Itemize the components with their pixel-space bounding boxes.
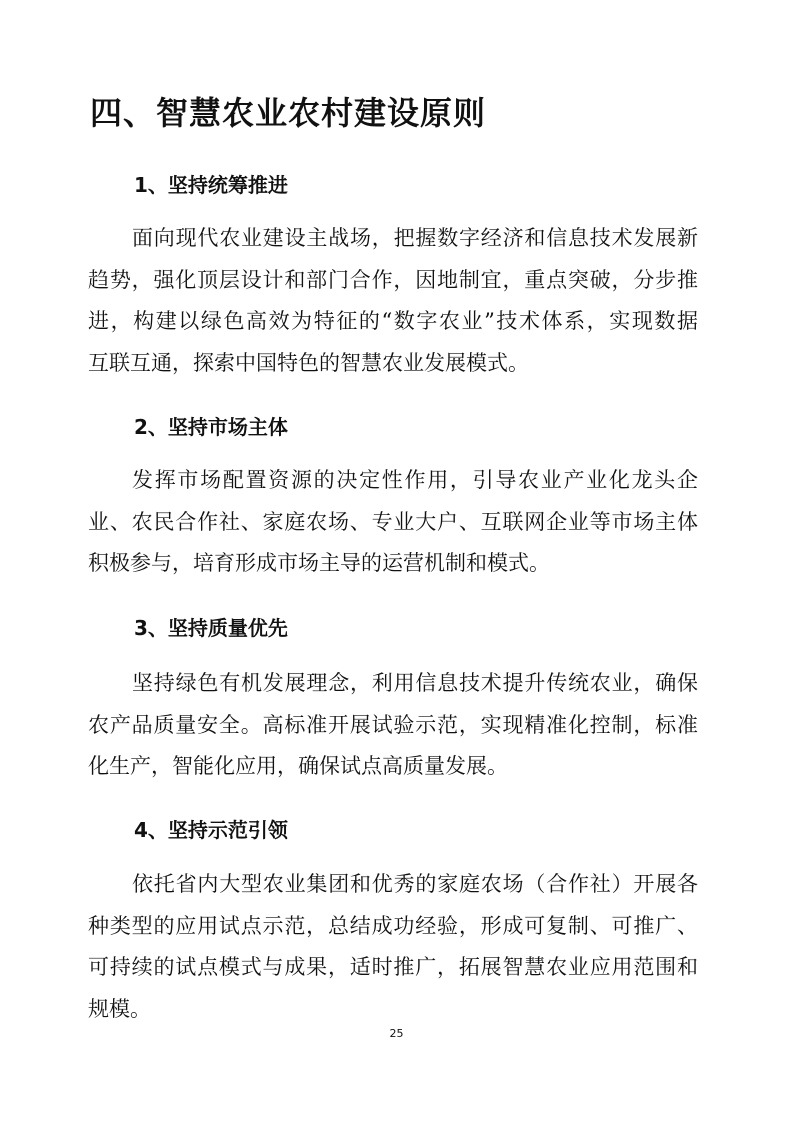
paragraph-line: 可持续的试点模式与成果，适时推广，拓展智慧农业应用范围和 xyxy=(88,955,698,979)
section-paragraph-1 xyxy=(88,218,698,384)
paragraph-line: 发挥市场配置资源的决定性作用，引导农业产业化龙头企 xyxy=(132,468,698,492)
paragraph-line: 坚持绿色有机发展理念，利用信息技术提升传统农业，确保 xyxy=(132,671,698,695)
section-paragraph-4 xyxy=(88,864,698,1030)
paragraph-line: 业、农民合作社、家庭农场、专业大户、互联网企业等市场主体 xyxy=(88,509,698,534)
paragraph-line: 化生产，智能化应用，确保试点高质量发展。 xyxy=(88,754,508,778)
paragraph-line: 趋势，强化顶层设计和部门合作，因地制宜，重点突破，分步推 xyxy=(88,267,698,292)
page-title: 四、智慧农业农村建设原则 xyxy=(90,94,487,132)
paragraph-line: 农产品质量安全。高标准开展试验示范，实现精准化控制，标准 xyxy=(88,712,698,737)
paragraph-line: 种类型的应用试点示范，总结成功经验，形成可复制、可推广、 xyxy=(88,913,698,938)
paragraph-line: 进，构建以绿色高效为特征的“数字农业”技术体系，实现数据 xyxy=(88,309,698,333)
section-paragraph-2 xyxy=(88,460,698,585)
paragraph-line: 互联互通，探索中国特色的智慧农业发展模式。 xyxy=(88,350,529,375)
paragraph-line: 规模。 xyxy=(88,996,151,1021)
paragraph-line: 面向现代农业建设主战场，把握数字经济和信息技术发展新 xyxy=(132,226,698,250)
section-paragraph-3 xyxy=(88,663,698,788)
paragraph-line: 依托省内大型农业集团和优秀的家庭农场（合作社）开展各 xyxy=(132,872,698,896)
section-heading-3: 3、坚持质量优先 xyxy=(134,616,288,640)
section-heading-1: 1、坚持统筹推进 xyxy=(134,173,288,197)
page-number: 25 xyxy=(389,1027,404,1040)
paragraph-line: 积极参与，培育形成市场主导的运营机制和模式。 xyxy=(88,551,550,575)
section-heading-2: 2、坚持市场主体 xyxy=(134,415,288,439)
section-heading-4: 4、坚持示范引领 xyxy=(134,818,288,842)
